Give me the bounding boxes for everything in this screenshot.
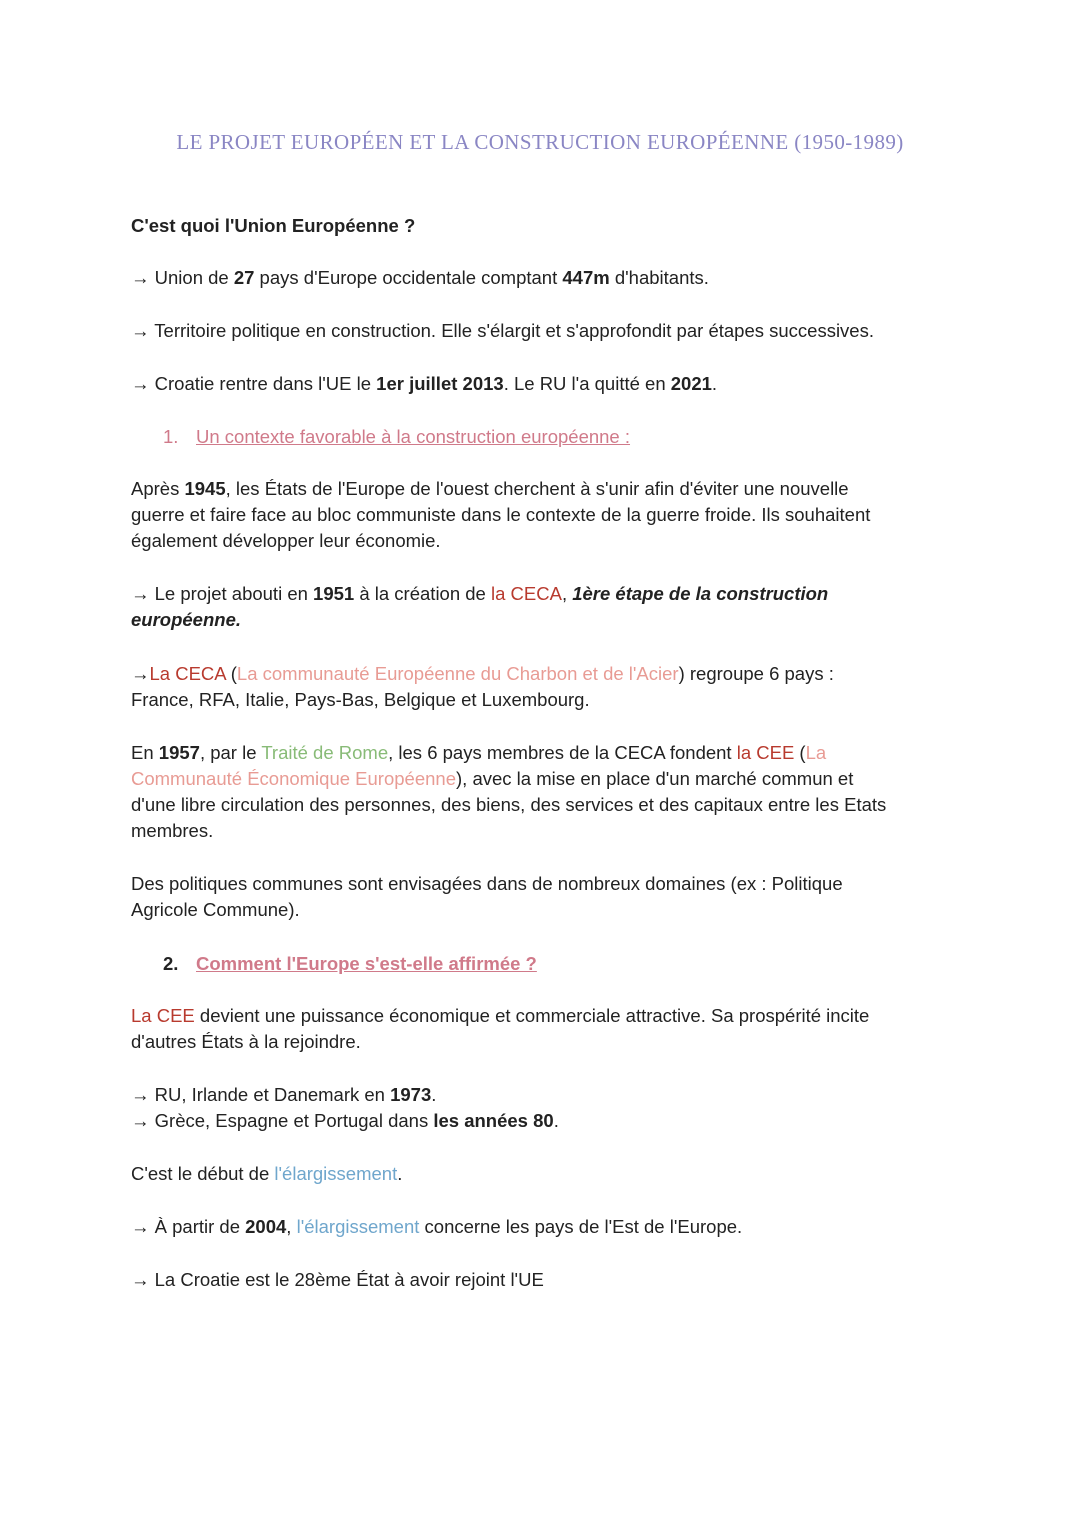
arrow-icon: → (131, 373, 150, 394)
arrow-icon: → (131, 1269, 150, 1290)
arrow-icon: → (131, 583, 150, 604)
paragraph-eu-members: → Union de 27 pays d'Europe occidentale comptant 447m d'habitants. (131, 267, 709, 288)
paragraph-territory: → Territoire politique en construction. Elle s'élargit et s'approfondit par étapes successives. (131, 320, 874, 341)
arrow-icon: → (131, 1216, 150, 1237)
arrow-icon: → (131, 267, 150, 288)
list-item-1973: → RU, Irlande et Danemark en 1973. (131, 1084, 437, 1105)
arrow-icon: → (131, 1084, 150, 1105)
paragraph-after-1945: Après 1945, les États de l'Europe de l'ouest cherchent à s'unir afin d'éviter une nouvelle guerre et faire face au bloc communiste dans le contexte de la guerre froide. Ils souhaitent également développer leur économie. (131, 478, 871, 551)
paragraph-ceca-creation: → Le projet abouti en 1951 à la création de la CECA, 1ère étape de la construction européenne. (131, 583, 829, 630)
paragraph-ceca-definition: →La CECA (La communauté Européenne du Charbon et de l'Acier) regroupe 6 pays : France, RFA, Italie, Pays-Bas, Belgique et Luxembourg. (131, 663, 834, 710)
paragraph-croatia: → Croatie rentre dans l'UE le 1er juillet 2013. Le RU l'a quitté en 2021. (131, 373, 718, 394)
arrow-icon: → (131, 320, 150, 341)
section-heading-2: 2. Comment l'Europe s'est-elle affirmée ? (163, 953, 537, 974)
arrow-icon: → (131, 663, 150, 684)
paragraph-enlargement: C'est le début de l'élargissement. (131, 1163, 403, 1184)
intro-question: C'est quoi l'Union Européenne ? (131, 215, 416, 236)
list-item-80s: → Grèce, Espagne et Portugal dans les années 80. (131, 1110, 559, 1131)
arrow-icon: → (131, 1110, 150, 1131)
paragraph-croatia-28th: → La Croatie est le 28ème État à avoir rejoint l'UE (131, 1269, 544, 1290)
section-heading-1: 1. Un contexte favorable à la construction européenne : (163, 426, 631, 447)
paragraph-treaty-of-rome: En 1957, par le Traité de Rome, les 6 pays membres de la CECA fondent la CEE (La Communauté Économique Européenne), avec la mise en place d'un marché commun et d'une libre circulation des personnes, des biens, des services et des capitaux entre les Etats membres. (131, 742, 887, 841)
paragraph-2004: → À partir de 2004, l'élargissement concerne les pays de l'Est de l'Europe. (131, 1216, 743, 1237)
paragraph-cee-power: La CEE devient une puissance économique et commerciale attractive. Sa prospérité incite d'autres États à la rejoindre. (131, 1005, 870, 1052)
paragraph-common-policies: Des politiques communes sont envisagées dans de nombreux domaines (ex : Politique Agricole Commune). (131, 873, 843, 920)
document-title: LE PROJET EUROPÉEN ET LA CONSTRUCTION EUROPÉENNE (1950-1989) (176, 130, 904, 154)
